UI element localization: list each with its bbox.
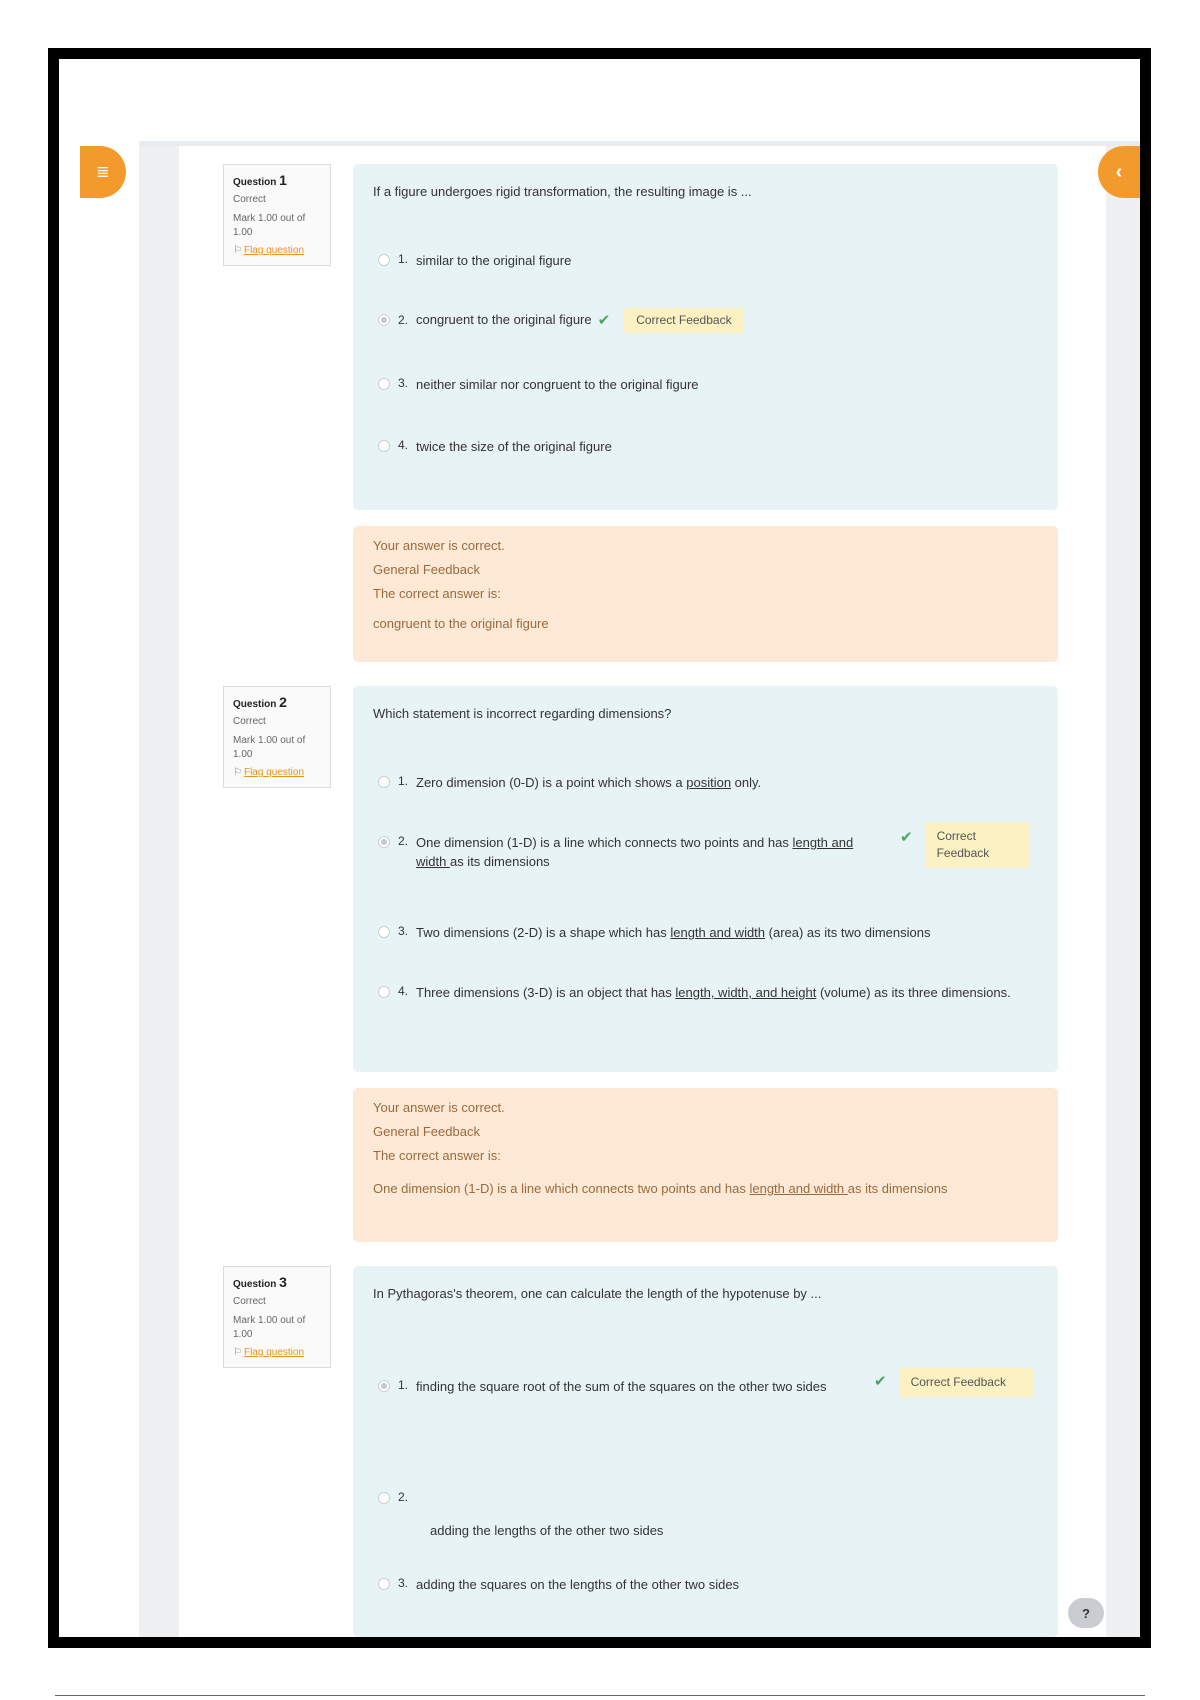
question-3-info bbox=[223, 1266, 331, 1368]
answer-option: 1. similar to the original figure bbox=[378, 252, 1038, 271]
flag-question-link[interactable]: ⚐ Flag question bbox=[233, 1347, 305, 1358]
answer-radio[interactable] bbox=[378, 440, 390, 452]
answer-option: 2. One dimension (1-D) is a line which connects two points and has length and width as its dimensions ✔ Correct Feedback bbox=[378, 834, 1038, 872]
question-1-content bbox=[353, 164, 1058, 510]
page-bottom-rule bbox=[55, 1695, 1145, 1696]
question-2-outcome bbox=[353, 1088, 1058, 1242]
flag-icon: ⚐ bbox=[233, 1347, 242, 1358]
question-number: Question 3 bbox=[233, 1274, 287, 1290]
help-button[interactable] bbox=[1068, 1598, 1104, 1628]
answer-radio-selected[interactable] bbox=[378, 1380, 390, 1392]
general-feedback-label: General Feedback bbox=[373, 1124, 480, 1139]
answer-option: 1. finding the square root of the sum of the squares on the other two sides ✔ Correct Feedback bbox=[378, 1378, 1038, 1397]
question-number: Question 2 bbox=[233, 694, 287, 710]
question-prompt: Which statement is incorrect regarding dimensions? bbox=[373, 706, 672, 721]
right-block-strip bbox=[1106, 146, 1142, 1648]
list-icon: ≣ bbox=[96, 164, 110, 181]
question-1-info bbox=[223, 164, 331, 266]
check-icon: ✔ bbox=[900, 829, 913, 846]
specific-feedback: Correct Feedback bbox=[899, 1368, 1033, 1397]
glossary-link[interactable]: length, width, and height bbox=[675, 985, 817, 1000]
answer-text-row: adding the lengths of the other two sides bbox=[430, 1523, 664, 1538]
answer-option: 3. Two dimensions (2-D) is a shape which has length and width (area) as its two dimensions bbox=[378, 924, 1038, 943]
glossary-link[interactable]: position bbox=[686, 775, 732, 790]
chevron-left-icon: ‹ bbox=[1115, 160, 1123, 183]
check-icon: ✔ bbox=[874, 1373, 887, 1390]
question-state: Correct bbox=[233, 716, 266, 727]
question-state: Correct bbox=[233, 1296, 266, 1307]
answer-radio[interactable] bbox=[378, 1492, 390, 1504]
left-drawer-strip bbox=[139, 146, 179, 1648]
answer-radio[interactable] bbox=[378, 926, 390, 938]
answer-option: 3. adding the squares on the lengths of the other two sides bbox=[378, 1576, 1038, 1595]
question-mark-icon: ? bbox=[1082, 1605, 1090, 1621]
answer-option: 2. bbox=[378, 1490, 1038, 1504]
question-2-info bbox=[223, 686, 331, 788]
check-icon: ✔ bbox=[597, 312, 611, 330]
right-answer-intro: The correct answer is: bbox=[373, 1148, 501, 1163]
right-answer-intro: The correct answer is: bbox=[373, 586, 501, 601]
right-answer: congruent to the original figure bbox=[373, 616, 549, 631]
answer-option: 1. Zero dimension (0-D) is a point which shows a position only. bbox=[378, 774, 1038, 793]
question-state: Correct bbox=[233, 194, 266, 205]
answer-option: 2. congruent to the original figure ✔ Correct Feedback bbox=[378, 308, 1038, 333]
answer-radio[interactable] bbox=[378, 776, 390, 788]
question-prompt: In Pythagoras's theorem, one can calculate the length of the hypotenuse by ... bbox=[373, 1286, 822, 1301]
question-3-content bbox=[353, 1266, 1058, 1637]
question-grade: Mark 1.00 out of 1.00 bbox=[233, 735, 306, 760]
answer-option: 4. Three dimensions (3-D) is an object that has length, width, and height (volume) as its three dimensions. bbox=[378, 984, 1038, 1003]
right-answer: One dimension (1-D) is a line which connects two points and has length and width as its dimensions bbox=[373, 1181, 948, 1196]
glossary-link[interactable]: length and width bbox=[670, 925, 766, 940]
answer-radio-selected[interactable] bbox=[378, 836, 390, 848]
question-number: Question 1 bbox=[233, 172, 287, 188]
flag-question-link[interactable]: ⚐ Flag question bbox=[233, 245, 305, 256]
outcome-result: Your answer is correct. bbox=[373, 538, 505, 553]
answer-radio[interactable] bbox=[378, 254, 390, 266]
flag-icon: ⚐ bbox=[233, 767, 242, 778]
question-prompt: If a figure undergoes rigid transformation, the resulting image is ... bbox=[373, 184, 752, 199]
answer-radio[interactable] bbox=[378, 986, 390, 998]
question-2-content bbox=[353, 686, 1058, 1072]
answer-option: 3. neither similar nor congruent to the original figure bbox=[378, 376, 1038, 395]
glossary-link[interactable]: length and width bbox=[416, 835, 854, 869]
question-1-outcome bbox=[353, 526, 1058, 662]
question-grade: Mark 1.00 out of 1.00 bbox=[233, 1315, 306, 1340]
general-feedback-label: General Feedback bbox=[373, 562, 480, 577]
question-grade: Mark 1.00 out of 1.00 bbox=[233, 213, 306, 238]
answer-option: 4. twice the size of the original figure bbox=[378, 438, 1038, 457]
specific-feedback: Correct Feedback bbox=[925, 822, 1029, 868]
specific-feedback: Correct Feedback bbox=[624, 308, 743, 333]
answer-radio-selected[interactable] bbox=[378, 314, 390, 326]
outcome-result: Your answer is correct. bbox=[373, 1100, 505, 1115]
glossary-link[interactable]: length and width bbox=[749, 1181, 848, 1196]
answer-radio[interactable] bbox=[378, 1578, 390, 1590]
flag-icon: ⚐ bbox=[233, 245, 242, 256]
flag-question-link[interactable]: ⚐ Flag question bbox=[233, 767, 305, 778]
answer-radio[interactable] bbox=[378, 378, 390, 390]
